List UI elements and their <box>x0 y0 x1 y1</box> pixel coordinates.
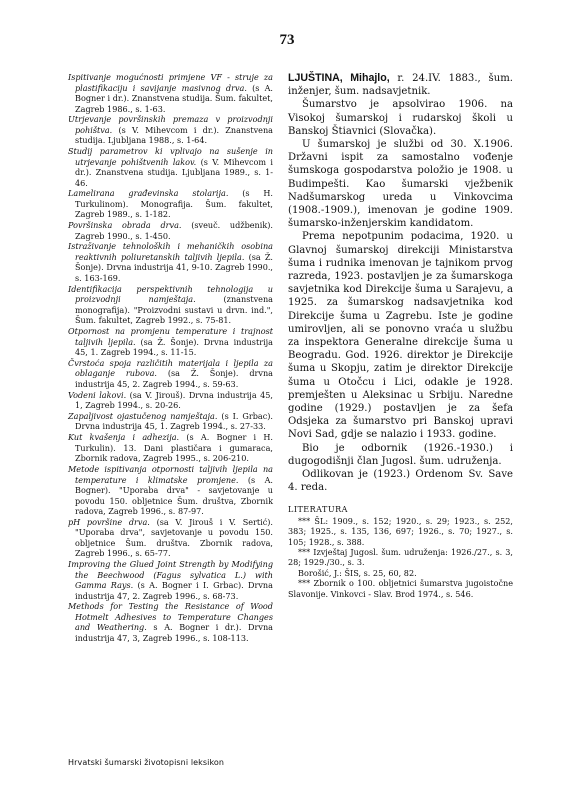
bibliography-item <box>68 411 273 432</box>
publication-title: Otpornost na promjenu temperature i trajnost taljivih ljepila. <box>68 326 273 347</box>
publication-details: (znanstvena monografija). "Proizvodni sustavi u drvn. ind.", Šum. fakultet, Zagreb 1992., s. 75-81. <box>75 294 273 326</box>
publication-title: Čvrstoća spoja različitih materijala i ljepila za oblaganje rubova. <box>68 357 273 379</box>
publication-details: (s V. Mihevcom i dr.). Znanstvena studija. Ljubljana 1988., s. 1-64. <box>75 124 273 146</box>
publication-title: pH površine drva. <box>68 516 157 527</box>
publication-title: Vodeni lakovi. <box>68 389 130 400</box>
bio-paragraph: Prema nepotpunim podacima, 1920. u Glavnoj šumarskoj direkciji Ministarstva šuma i rudnika imenovan je tajnikom prvog razreda, 1923. postavljen je za šumarskoga savjetnika kod Direkcije šuma u Sarajevu, a 1925. za šumarskog nadsavjetnika kod Direkcije šuma u Zagrebu. Iste je godine umirovljen, ali se ponovno vraća u službu za inspektora Generalne direkcije šuma u Beogradu. God. 1926. direktor je Direkcije šuma u Skopju, zatim je direktor Direkcije šuma u Otočcu i Lici, odakle je 1928. premješten u Aleksinac u Srbiju. Naredne godine (1929.) postavljen je za šefa Odsjeka za šumarstvo pri Banskoj upravi Novi Sad, gdje se nalazio i 1933. godine. <box>288 231 513 441</box>
bibliography-item <box>68 601 273 643</box>
bibliography-item <box>68 559 273 601</box>
publication-title: Metode ispitivanja otpornosti taljivih ljepila na temperature i klimatske promjene. <box>68 464 273 485</box>
bibliography-column <box>68 72 273 644</box>
publication-details: (sa V. Jirouš i V. Sertić). "Uporaba drva", savjetovanje u povodu 150. obljetnice Šum. društva. Zbornik radova, Zagreb 1996., s. 65-77. <box>75 516 273 559</box>
bibliography-item <box>68 390 273 411</box>
publication-title: Improving the Glued Joint Strength by Modifying the Beechwood (Fagus sylvatica L.) with Gamma Rays. <box>68 559 273 591</box>
bio-paragraph: Šumarstvo je apsolvirao 1906. na Visokoj šumarskoj i rudarskoj školi u Banskoj Štiavnici (Slovačka). <box>288 99 513 137</box>
publication-title: Utrjevanje površinskih premaza v proizvodnji pohištva. <box>68 114 273 135</box>
bibliography-item <box>68 432 273 464</box>
publication-title: Površinska obrada drva. <box>68 220 192 231</box>
publication-title: Identifikacija perspektivnih tehnologija u proizvodnji namještaja. <box>68 283 273 305</box>
bibliography-item <box>68 146 273 188</box>
publication-details: (sa V. Jirouš). Drvna industrija 45, 1, Zagreb 1994., s. 20-26. <box>75 389 273 411</box>
literature-entry: Borošić, J.: ŠIS, s. 25, 60, 82. <box>298 567 417 578</box>
publication-details: (sa Ž. Šonje). Drvna industrija 45, 1. Zagreb 1994., s. 11-15. <box>75 336 273 358</box>
publication-details: (s I. Grbac). Drvna industrija 45, 1. Zagreb 1994., s. 27-33. <box>75 410 273 432</box>
bibliography-item <box>68 284 273 326</box>
publication-details: (s H. Turkulinom). Monografija. Šum. fakultet, Zagreb 1989., s. 1-182. <box>75 188 273 220</box>
entry-name: LJUŠTINA, Mihajlo, <box>288 72 390 84</box>
bio-paragraph: Bio je odbornik (1926.-1930.) i dugogodišnji član Jugosl. šum. udruženja. <box>288 442 513 467</box>
publication-details: (s A. Bogner i I. Grbac). Drvna industrija 47, 2. Zagreb 1996., s. 68-73. <box>75 580 273 601</box>
publication-details: (s A. Bogner). "Uporaba drva" - savjetovanje u povodu 150. obljetnice Šum. društva, Zbornik radova, Zagreb 1996., s. 87-97. <box>75 474 273 517</box>
entry-intro: r. 24.IV. 1883., šum. inženjer, šum. nadsavjetnik. <box>288 73 513 98</box>
publication-details: (s A. Bogner i dr.). Znanstvena studija. Šum. fakultet, Zagreb 1986., s. 1-63. <box>75 82 273 114</box>
footer-text: Hrvatski šumarski životopisni leksikon <box>68 758 225 767</box>
publication-details: (s V. Mihevcom i dr.). Znanstvena studija. Ljubljana 1989., s. 1-46. <box>75 156 273 188</box>
publication-title: Studij parametrov ki vplivajo na sušenje in utrjevanje pohištvenih lakov. <box>68 146 273 167</box>
bibliography-item <box>68 241 273 283</box>
page-number: 73 <box>279 32 295 48</box>
publication-title: Zapaljivost ojastučenog namještaja. <box>68 410 222 421</box>
publication-title: Ispitivanje mogućnosti primjene VF - struje za plastifikaciju i savijanje masivnog drva. <box>68 72 273 93</box>
publication-details: (sa Ž. Šonje). Drvna industrija 41, 9-10. Zagreb 1990., s. 163-169. <box>75 251 273 283</box>
literature-entry: *** Izvještaj Jugosl. šum. udruženja: 1926./27., s. 3, 28; 1929./30., s. 3. <box>288 546 513 568</box>
bibliography-item <box>68 326 273 358</box>
publication-title: Lamelirana građevinska stolarija. <box>68 188 243 199</box>
literature-entry: *** ŠL: 1909., s. 152; 1920., s. 29; 1923., s. 252, 383; 1925., s. 135, 136, 697; 1926., s. 70; 1927., s. 105; 1928., s. 388. <box>288 515 513 547</box>
bibliography-item <box>68 188 273 220</box>
biography-column <box>288 72 513 599</box>
publication-details: (s A. Bogner i H. Turkulin). 13. Dani plastičara i gumaraca, Zbornik radova, Zagreb 1995., s. 206-210. <box>75 432 273 464</box>
bibliography-item <box>68 464 273 517</box>
publication-title: Istraživanje tehnoloških i mehaničkih osobina reaktivnih poliuretanskih taljivih ljepila. <box>68 241 273 262</box>
entry-header <box>288 72 513 98</box>
bibliography-item <box>68 220 273 241</box>
bibliography-item <box>68 517 273 559</box>
biography-entry <box>288 72 513 495</box>
literature-entry: *** Zbornik o 100. obljetnici šumarstva jugoistočne Slavonije. Vinkovci - Slav. Brod 1974., s. 546. <box>288 578 513 599</box>
bibliography-item <box>68 72 273 114</box>
publication-details: (sa Ž. Šonje). drvna industrija 45, 2. Zagreb 1994., s. 59-63. <box>75 368 273 389</box>
publication-title: Kut kvašenja i adhezija. <box>68 432 187 443</box>
bibliography-item <box>68 114 273 146</box>
publication-details: s A. Bogner i dr.). Drvna industrija 47, 3, Zagreb 1996., s. 108-113. <box>75 622 273 643</box>
literature-list <box>288 516 513 599</box>
publication-details: (sveuč. udžbenik). Zagreb 1990., s. 1-450. <box>75 220 273 241</box>
bibliography-item <box>68 358 273 390</box>
bio-paragraph: U šumarskoj je službi od 30. X.1906. Državni ispit za samostalno vođenje šumskoga gospodarstva položio je 1908. u Budimpešti. Kao šumarski vježbenik Nadšumarskog ureda u Vinkovcima (1908.-1909.), imenovan je godine 1909. šumarsko-inženjerskim kandidatom. <box>288 139 513 230</box>
literature-heading: LITERATURA <box>288 504 348 514</box>
publication-title: Methods for Testing the Resistance of Wood Hotmelt Adhesives to Temperature Changes and Weathering. <box>68 601 273 633</box>
bio-paragraph: Odlikovan je (1923.) Ordenom Sv. Save 4. reda. <box>288 469 513 494</box>
